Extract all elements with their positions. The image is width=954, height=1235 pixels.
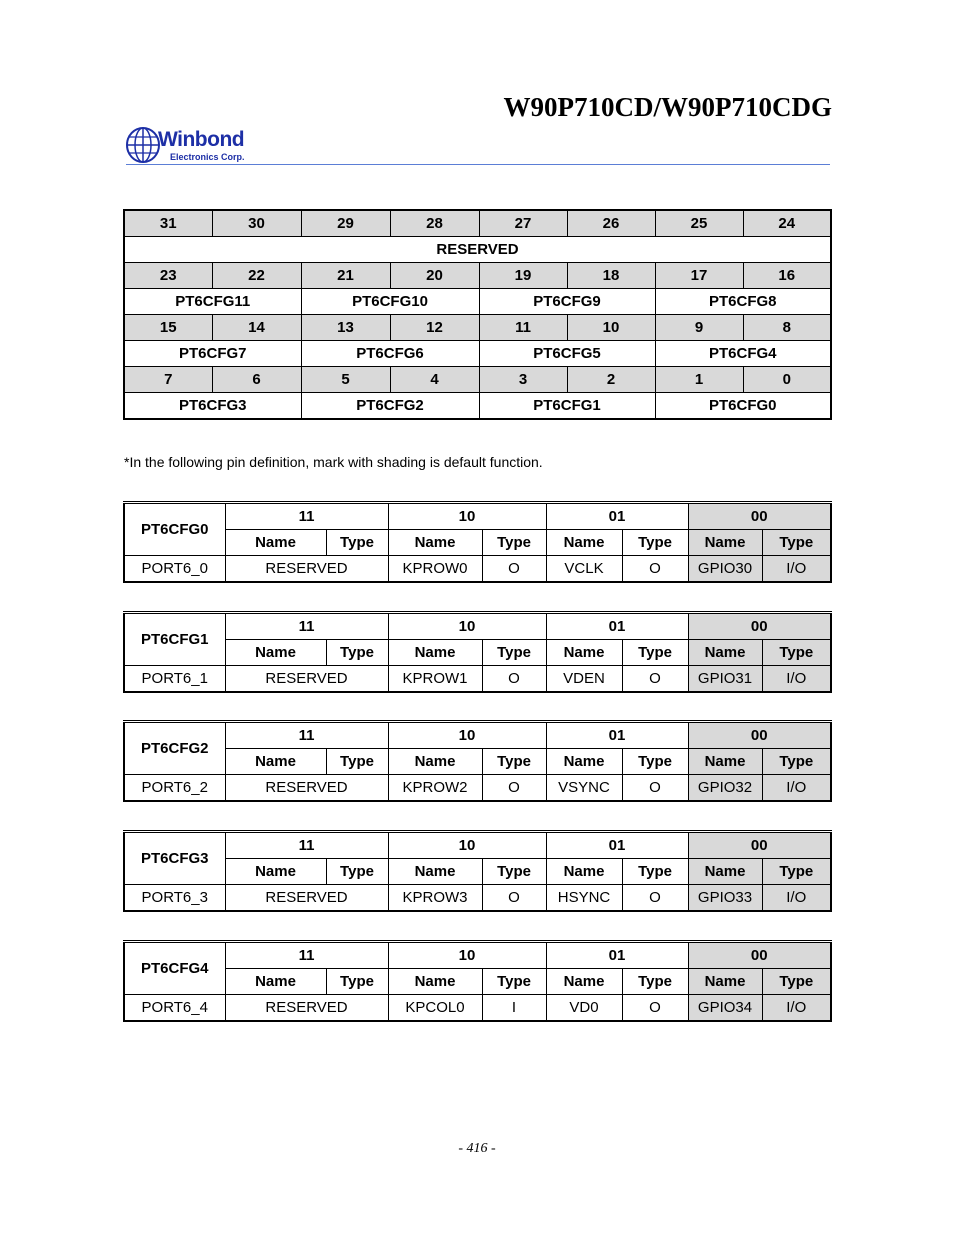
value-cell-default: GPIO33 [688, 885, 762, 912]
value-cell: KPCOL0 [388, 995, 482, 1022]
value-cell: O [622, 556, 688, 583]
port-cell: PORT6_2 [124, 775, 225, 802]
type-header: Type [762, 640, 831, 666]
value-cell: VCLK [546, 556, 622, 583]
port-cell: PORT6_1 [124, 666, 225, 693]
bit-cell: 14 [212, 315, 301, 341]
name-header: Name [225, 640, 326, 666]
field-row [124, 393, 831, 420]
field-row [124, 237, 831, 263]
shading-note: *In the following pin definition, mark with shading is default function. [124, 454, 543, 470]
document-title: W90P710CD/W90P710CDG [503, 92, 832, 122]
bit-cell: 7 [124, 367, 212, 393]
bit-cell: 4 [390, 367, 479, 393]
header-row [124, 530, 831, 556]
bit-cell: 27 [479, 210, 567, 237]
code-cell: 01 [546, 722, 688, 749]
value-cell: RESERVED [225, 885, 388, 912]
type-header: Type [482, 640, 546, 666]
bit-cell: 21 [301, 263, 390, 289]
bit-cell: 24 [743, 210, 831, 237]
value-cell: RESERVED [225, 995, 388, 1022]
value-cell: VDEN [546, 666, 622, 693]
name-header: Name [688, 749, 762, 775]
value-cell: VD0 [546, 995, 622, 1022]
value-cell: KPROW1 [388, 666, 482, 693]
type-header: Type [762, 969, 831, 995]
bit-cell: 10 [567, 315, 655, 341]
type-header: Type [762, 530, 831, 556]
bit-row [124, 210, 831, 237]
name-header: Name [688, 969, 762, 995]
header-row [124, 969, 831, 995]
cfg-name-cell: PT6CFG0 [124, 503, 225, 556]
value-cell-default: I/O [762, 885, 831, 912]
value-row [124, 666, 831, 693]
header-row [124, 859, 831, 885]
code-row [124, 832, 831, 859]
field-cell: PT6CFG8 [655, 289, 831, 315]
type-header: Type [482, 859, 546, 885]
field-cell: PT6CFG10 [301, 289, 479, 315]
code-row [124, 503, 831, 530]
field-cell: RESERVED [124, 237, 831, 263]
code-cell: 11 [225, 722, 388, 749]
bit-cell: 6 [212, 367, 301, 393]
name-header: Name [388, 749, 482, 775]
value-cell-default: I/O [762, 666, 831, 693]
value-cell: RESERVED [225, 666, 388, 693]
pin-config-table [123, 501, 832, 583]
code-cell: 01 [546, 832, 688, 859]
bit-cell: 19 [479, 263, 567, 289]
bit-cell: 29 [301, 210, 390, 237]
logo-wordmark: Winbond [158, 128, 245, 151]
value-cell-default: GPIO32 [688, 775, 762, 802]
pin-config-table [123, 611, 832, 693]
bit-cell: 0 [743, 367, 831, 393]
value-row [124, 556, 831, 583]
field-cell: PT6CFG2 [301, 393, 479, 420]
name-header: Name [546, 969, 622, 995]
field-cell: PT6CFG11 [124, 289, 301, 315]
port-cell: PORT6_3 [124, 885, 225, 912]
bit-row [124, 367, 831, 393]
type-header: Type [482, 530, 546, 556]
name-header: Name [225, 749, 326, 775]
value-cell: RESERVED [225, 556, 388, 583]
bit-cell: 9 [655, 315, 743, 341]
value-cell-default: GPIO34 [688, 995, 762, 1022]
bit-cell: 22 [212, 263, 301, 289]
bit-cell: 23 [124, 263, 212, 289]
globe-icon [126, 125, 162, 165]
code-cell: 10 [388, 722, 546, 749]
name-header: Name [546, 749, 622, 775]
bit-cell: 25 [655, 210, 743, 237]
name-header: Name [546, 859, 622, 885]
type-header: Type [482, 749, 546, 775]
header-row [124, 749, 831, 775]
name-header: Name [688, 530, 762, 556]
value-cell-default: GPIO30 [688, 556, 762, 583]
value-row [124, 775, 831, 802]
field-cell: PT6CFG9 [479, 289, 655, 315]
value-cell: O [622, 775, 688, 802]
name-header: Name [225, 530, 326, 556]
type-header: Type [762, 859, 831, 885]
field-row [124, 341, 831, 367]
code-cell: 11 [225, 503, 388, 530]
type-header: Type [622, 859, 688, 885]
bit-cell: 17 [655, 263, 743, 289]
bit-cell: 12 [390, 315, 479, 341]
field-cell: PT6CFG1 [479, 393, 655, 420]
pin-config-table [123, 830, 832, 912]
name-header: Name [546, 640, 622, 666]
field-cell: PT6CFG7 [124, 341, 301, 367]
code-cell: 10 [388, 503, 546, 530]
bit-cell: 8 [743, 315, 831, 341]
cfg-name-cell: PT6CFG1 [124, 613, 225, 666]
code-cell: 01 [546, 503, 688, 530]
code-cell-default: 00 [688, 503, 831, 530]
value-cell: KPROW2 [388, 775, 482, 802]
field-cell: PT6CFG6 [301, 341, 479, 367]
page-number: - 416 - [458, 1141, 496, 1156]
field-cell: PT6CFG3 [124, 393, 301, 420]
value-cell: O [482, 885, 546, 912]
value-cell: VSYNC [546, 775, 622, 802]
code-row [124, 722, 831, 749]
type-header: Type [326, 640, 388, 666]
type-header: Type [622, 530, 688, 556]
value-cell: O [482, 775, 546, 802]
value-row [124, 995, 831, 1022]
code-cell-default: 00 [688, 613, 831, 640]
bit-cell: 16 [743, 263, 831, 289]
value-cell: O [622, 666, 688, 693]
field-cell: PT6CFG0 [655, 393, 831, 420]
port-cell: PORT6_0 [124, 556, 225, 583]
header-rule [126, 164, 830, 165]
name-header: Name [388, 969, 482, 995]
bit-cell: 13 [301, 315, 390, 341]
name-header: Name [225, 859, 326, 885]
register-bit-table [123, 209, 832, 420]
code-cell: 01 [546, 942, 688, 969]
bit-cell: 1 [655, 367, 743, 393]
code-cell: 10 [388, 832, 546, 859]
type-header: Type [326, 749, 388, 775]
name-header: Name [388, 530, 482, 556]
bit-cell: 3 [479, 367, 567, 393]
name-header: Name [688, 640, 762, 666]
value-row [124, 885, 831, 912]
name-header: Name [546, 530, 622, 556]
name-header: Name [688, 859, 762, 885]
bit-cell: 26 [567, 210, 655, 237]
field-cell: PT6CFG4 [655, 341, 831, 367]
name-header: Name [388, 859, 482, 885]
value-cell: RESERVED [225, 775, 388, 802]
cfg-name-cell: PT6CFG4 [124, 942, 225, 995]
bit-cell: 5 [301, 367, 390, 393]
bit-cell: 28 [390, 210, 479, 237]
value-cell-default: GPIO31 [688, 666, 762, 693]
bit-cell: 11 [479, 315, 567, 341]
bit-cell: 20 [390, 263, 479, 289]
bit-cell: 15 [124, 315, 212, 341]
port-cell: PORT6_4 [124, 995, 225, 1022]
field-row [124, 289, 831, 315]
code-cell: 11 [225, 832, 388, 859]
cfg-name-cell: PT6CFG3 [124, 832, 225, 885]
logo-subtitle: Electronics Corp. [170, 152, 245, 162]
value-cell: O [482, 666, 546, 693]
value-cell: O [622, 885, 688, 912]
code-cell: 10 [388, 613, 546, 640]
value-cell-default: I/O [762, 995, 831, 1022]
value-cell: O [622, 995, 688, 1022]
value-cell: HSYNC [546, 885, 622, 912]
name-header: Name [225, 969, 326, 995]
code-cell: 10 [388, 942, 546, 969]
type-header: Type [482, 969, 546, 995]
value-cell: KPROW0 [388, 556, 482, 583]
type-header: Type [762, 749, 831, 775]
winbond-logo [126, 125, 256, 165]
code-cell: 11 [225, 942, 388, 969]
field-cell: PT6CFG5 [479, 341, 655, 367]
name-header: Name [388, 640, 482, 666]
bit-cell: 31 [124, 210, 212, 237]
code-row [124, 942, 831, 969]
value-cell: O [482, 556, 546, 583]
value-cell-default: I/O [762, 556, 831, 583]
code-cell-default: 00 [688, 942, 831, 969]
pin-config-table [123, 720, 832, 802]
value-cell: I [482, 995, 546, 1022]
type-header: Type [326, 859, 388, 885]
bit-cell: 2 [567, 367, 655, 393]
header-row [124, 640, 831, 666]
code-cell-default: 00 [688, 832, 831, 859]
code-cell: 01 [546, 613, 688, 640]
value-cell: KPROW3 [388, 885, 482, 912]
code-row [124, 613, 831, 640]
type-header: Type [326, 530, 388, 556]
bit-row [124, 263, 831, 289]
bit-cell: 18 [567, 263, 655, 289]
code-cell: 11 [225, 613, 388, 640]
code-cell-default: 00 [688, 722, 831, 749]
pin-config-table [123, 940, 832, 1022]
type-header: Type [622, 969, 688, 995]
value-cell-default: I/O [762, 775, 831, 802]
type-header: Type [622, 640, 688, 666]
type-header: Type [622, 749, 688, 775]
bit-cell: 30 [212, 210, 301, 237]
bit-row [124, 315, 831, 341]
type-header: Type [326, 969, 388, 995]
cfg-name-cell: PT6CFG2 [124, 722, 225, 775]
